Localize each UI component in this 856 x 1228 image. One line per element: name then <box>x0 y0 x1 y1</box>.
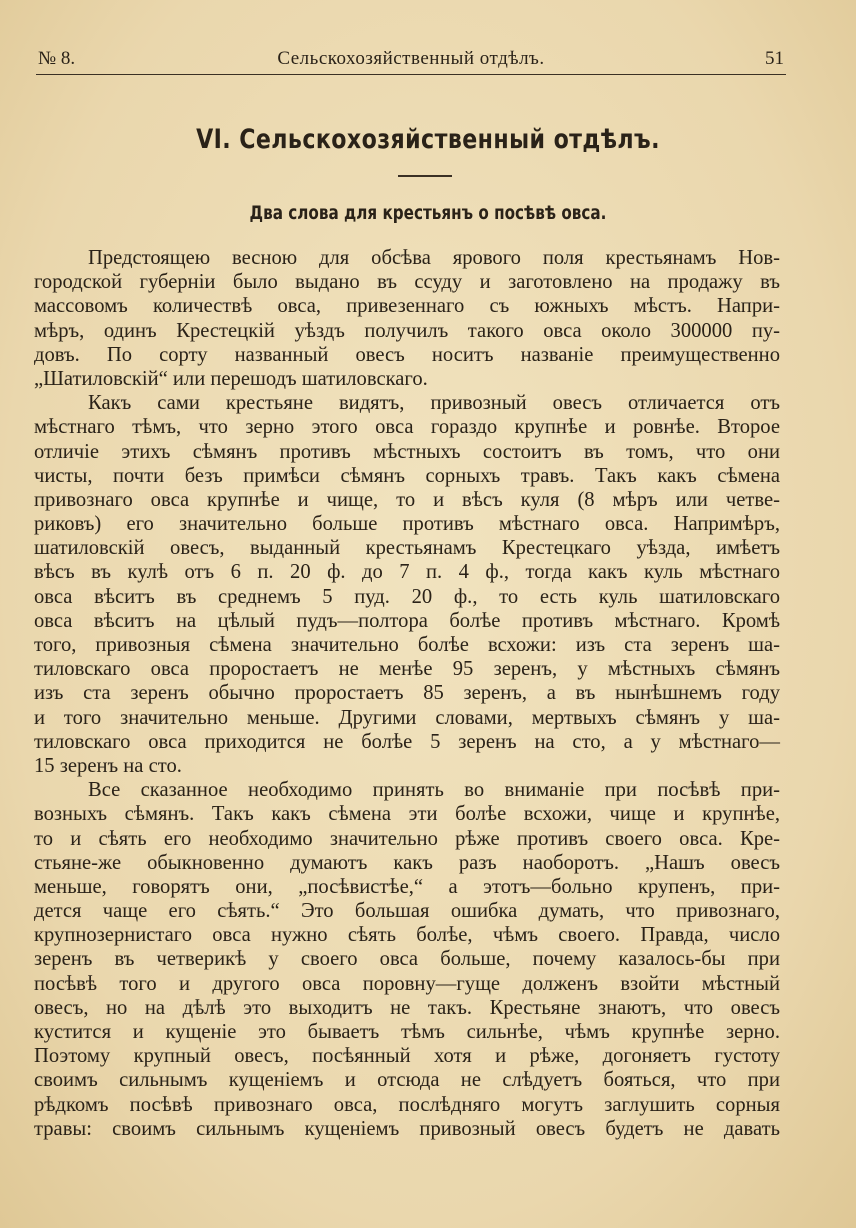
text-line: овесъ, но на дѣлѣ это выходитъ не такъ. Крестьяне знаютъ, что овесъ <box>34 996 780 1019</box>
section-heading: VI. Сельскохозяйственный отдѣлъ. <box>196 124 660 155</box>
text-line: привознаго овса крупнѣе и чище, то и вѣсъ куля (8 мѣръ или четве- <box>34 488 780 511</box>
text-line: Все сказанное необходимо принять во вниманіе при посѣвѣ при- <box>88 779 780 802</box>
text-line: вѣсъ въ кулѣ отъ 6 п. 20 ф. до 7 п. 4 ф., тогда какъ куль мѣстнаго <box>34 561 780 584</box>
page-number: 51 <box>765 48 784 69</box>
text-line: возныхъ сѣмянъ. Такъ какъ сѣмена эти болѣе всхожи, чище и крупнѣе, <box>34 803 780 826</box>
text-line: городской губерніи было выдано въ ссуду и заготовлено на продажу въ <box>34 271 780 294</box>
text-line: тиловскаго овса приходится не болѣе 5 зеренъ на сто, а у мѣстнаго— <box>34 730 780 753</box>
text-line: мѣръ, одинъ Крестецкій уѣздъ получилъ такого овса около 300000 пу- <box>34 319 780 342</box>
text-line: и того значительно меньше. Другими словами, мертвыхъ сѣмянъ у ша- <box>34 706 780 729</box>
text-line: крупнозернистаго овса нужно сѣять болѣе, чѣмъ своего. Правда, число <box>34 924 780 947</box>
text-line: Поэтому крупный овесъ, посѣянный хотя и рѣже, догоняетъ густоту <box>34 1045 780 1068</box>
text-line: риковъ) его значительно больше противъ мѣстнаго овса. Напримѣръ, <box>34 513 780 536</box>
text-line: стьяне-же обыкновенно думаютъ какъ разъ наоборотъ. „Нашъ овесъ <box>34 851 780 874</box>
text-line: чисты, почти безъ примѣси сѣмянъ сорныхъ травъ. Такъ какъ сѣмена <box>34 464 780 487</box>
text-line: рѣдкомъ посѣвѣ привознаго овса, послѣдняго могутъ заглушить сорныя <box>34 1093 780 1116</box>
text-line: травы: своимъ сильнымъ кущеніемъ привозный овесъ будетъ не давать <box>34 1117 780 1140</box>
text-line: 15 зеренъ на сто. <box>34 754 182 777</box>
text-line: „Шатиловскій“ или перешодъ шатиловскаго. <box>34 367 428 390</box>
text-line: изъ ста зеренъ обычно проростаетъ 85 зеренъ, а въ нынѣшнемъ году <box>34 682 780 705</box>
text-line: овса вѣситъ на цѣлый пудъ—полтора болѣе противъ мѣстнаго. Кромѣ <box>34 609 780 632</box>
text-line: кустится и кущеніе это бываетъ тѣмъ сильнѣе, чѣмъ крупнѣе зерно. <box>34 1021 780 1043</box>
text-line: овса вѣситъ въ среднемъ 5 пуд. 20 ф., то есть куль шатиловскаго <box>34 585 780 608</box>
text-line: посѣвѣ того и другого овса поровну—гуще долженъ взойти мѣстный <box>34 972 780 995</box>
heading-divider <box>398 175 452 177</box>
text-line: того, привозныя сѣмена значительно болѣе всхожи: изъ ста зеренъ ша- <box>34 634 780 656</box>
article-body <box>34 246 780 1141</box>
text-line: отличіе этихъ сѣмянъ противъ мѣстныхъ состоитъ въ томъ, что они <box>34 440 780 463</box>
text-line: то и сѣять его необходимо значительно рѣже противъ своего овса. Кре- <box>34 827 780 850</box>
text-line: своимъ сильнымъ кущеніемъ и отсюда не слѣдуетъ бояться, что при <box>34 1069 780 1092</box>
running-section-title: Сельскохозяйственный отдѣлъ. <box>277 48 545 69</box>
text-line: Какъ сами крестьяне видятъ, привозный овесъ отличается отъ <box>88 392 780 415</box>
issue-number: № 8. <box>38 48 76 69</box>
text-line: меньше, говорятъ они, „посѣвистѣе,“ а этотъ—больно крупенъ, при- <box>34 875 780 898</box>
text-line: довъ. По сорту названный овесъ носитъ названіе преимущественно <box>34 343 780 366</box>
text-line: дется чаще его сѣять.“ Это большая ошибка думать, что привознаго, <box>34 900 780 923</box>
text-line: массовомъ количествѣ овса, привезеннаго съ южныхъ мѣстъ. Напри- <box>34 295 780 318</box>
text-line: шатиловскій овесъ, выданный крестьянамъ Крестецкаго уѣзда, имѣетъ <box>34 537 780 560</box>
text-line: мѣстнаго тѣмъ, что зерно этого овса гораздо крупнѣе и ровнѣе. Второе <box>34 416 780 439</box>
text-line: тиловскаго овса проростаетъ не менѣе 95 зеренъ, у мѣстныхъ сѣмянъ <box>34 658 780 681</box>
running-header <box>36 44 786 75</box>
text-line: Предстоящею весною для обсѣва ярового поля крестьянамъ Нов- <box>88 247 780 269</box>
text-line: зеренъ въ четверикѣ у своего овса больше, почему казалось-бы при <box>34 948 780 971</box>
article-title: Два слова для крестьянъ о посѣвѣ овса. <box>249 202 607 224</box>
